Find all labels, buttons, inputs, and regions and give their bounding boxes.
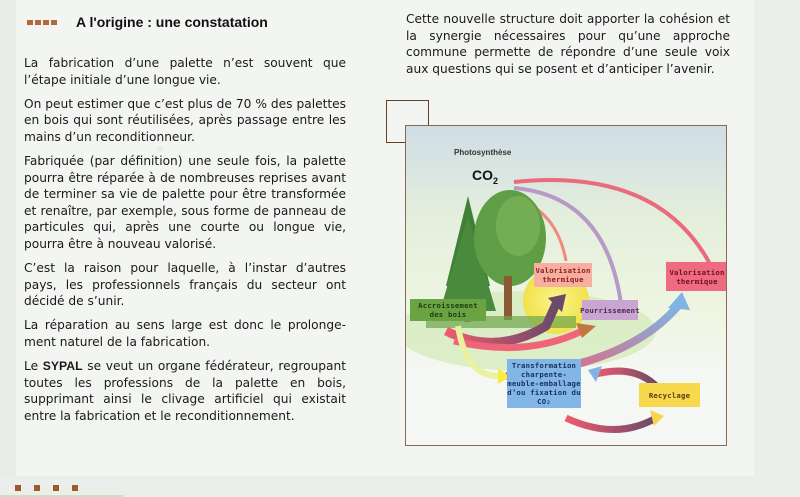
box-thermal-2: Valorisation thermique xyxy=(666,262,727,291)
right-margin-strip xyxy=(754,0,800,497)
left-margin-strip xyxy=(0,0,16,478)
co2-text: CO xyxy=(472,167,493,183)
paragraph-sypal xyxy=(24,358,346,424)
box-recycling: Recyclage xyxy=(639,383,700,407)
co2-subscript: 2 xyxy=(493,175,499,186)
right-text-column xyxy=(406,11,730,85)
paragraph: Fabriquée (par définition) une seule fois, la palette pourra être réparée à de nombreuses reprises avant de terminer sa vie de palette pour être transformée et renaître, par exemple, sous forme de panneau de particules qui, après une courte ou longue vie, pourra être à nouveau valorisé. xyxy=(24,153,346,251)
box-thermal-1: Valorisation thermique xyxy=(534,263,592,287)
photosynthesis-label: Photosynthèse xyxy=(454,148,512,157)
left-text-column xyxy=(24,55,346,432)
text: Le xyxy=(24,359,43,373)
sypal-name: SYPAL xyxy=(42,359,83,373)
box-transformation: Transformation charpente-meuble-emballage d’ou fixation du CO₂ xyxy=(507,361,581,406)
section-heading xyxy=(27,14,268,30)
paragraph: La fabrication d’une palette n’est souvent que l’étape initiale d’une longue vie. xyxy=(24,56,346,87)
bottom-margin-strip xyxy=(0,476,800,497)
carbon-cycle-diagram xyxy=(405,125,727,446)
box-rot: Pourrissement xyxy=(582,300,638,320)
paragraph: On peut estimer que c’est plus de 70 % des palettes en bois qui sont réutilisées, après passage entre les mains d’un reconditionneur. xyxy=(24,96,346,144)
text: se veut un organe fédérateur, regroupant toutes les professions de la palette en bois, supprimant ainsi le clivage artificiel qui existait entre la fabrication et le reconditionnement. xyxy=(24,359,346,423)
heading-bullet-icon xyxy=(27,20,59,25)
box-growth: Accroissement des bois xyxy=(410,299,486,321)
footer-bullet-icon xyxy=(15,485,91,491)
paragraph: C’est la raison pour laquelle, à l’instar d’autres pays, les professionnels français du secteur ont décidé de s’unir. xyxy=(24,261,346,309)
paragraph: La réparation au sens large est donc le prolonge-ment naturel de la fabrication. xyxy=(24,318,346,349)
paragraph: Cette nouvelle structure doit apporter la cohésion et la synergie nécessaires pour qu’une approche commune permette de répondre d’une seule voix aux questions qui se posent et d’anticiper l’avenir. xyxy=(406,12,730,76)
arrow-transformation-to-recycling xyxy=(566,418,656,430)
heading-title: A l'origine : une constatation xyxy=(76,14,268,30)
co2-label xyxy=(472,167,498,186)
